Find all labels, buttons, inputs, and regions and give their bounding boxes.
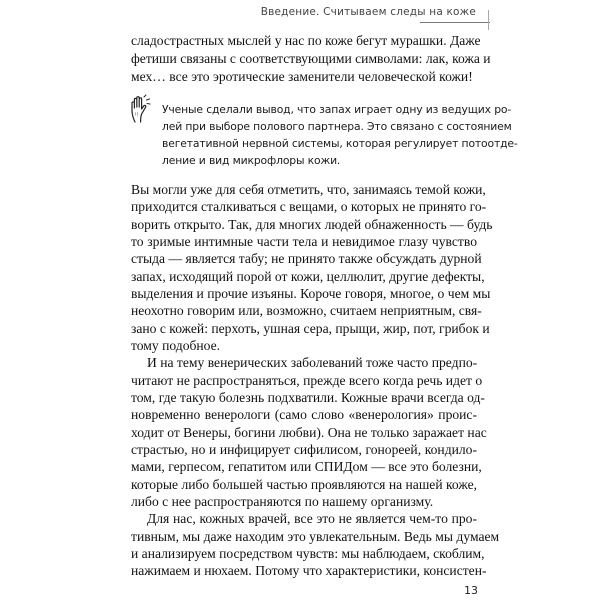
svg-text:!!: !! [134,113,139,118]
text-line: Для нас, кожных врачей, все это не является чем-то про- [147,511,477,526]
text-line: читают не распространяться, прежде всего когда речь идет о [131,373,483,388]
note-line: вегетативной нервной системы, которая регулирует потоотде- [162,137,518,150]
header-corner-line [488,10,489,30]
note-line: ление и вид микрофлоры кожи. [162,154,341,167]
text-line: ворить открыто. Так, для многих людей обнаженность — будь [131,217,493,232]
text-line: том, где такую болезнь подхватили. Кожные врачи всегда од- [131,390,485,405]
text-line: Вы могли уже для себя отметить, что, занимаясь темой кожи, [131,182,486,197]
note-line: Ученые сделали вывод, что запах играет одну из ведущих ро- [162,103,512,116]
text-line: фетиши связаны с соответствующими символами: лак, кожа и [131,51,491,66]
text-line: сладострастных мыслей у нас по коже бегут мурашки. Даже [131,33,481,48]
text-line: стыда — является табу; не принято также обсуждать дурной [131,251,482,266]
text-line: запах, исходящий порой от кожи, целлюлит, другие дефекты, [131,269,485,284]
text-line: неохотно говорим или, возможно, считаем неприятным, свя- [131,303,482,318]
text-line: выделения и прочие изъяны. Короче говоря, многое, о чем мы [131,286,491,301]
raised-hand-icon [126,94,156,124]
text-line: и анализируем посредством чувств: мы наблюдаем, скоблим, [131,546,485,561]
text-line: И на тему венерических заболеваний тоже часто предпо- [147,355,478,370]
text-line: либо с нее распространяются по нашему организму. [131,494,434,509]
text-line: приходится сталкиваться с вещами, о которых не принято го- [131,199,487,214]
text-line: страстью, но и инфицирует сифилисом, гонореей, кондило- [131,442,477,457]
header-rule [420,22,490,23]
text-line: тому подобное. [131,338,221,353]
text-line: ходит от Венеры, богини любви). Она не только заражает нас [131,425,487,440]
text-line: мех… все это эротические заменители человеческой кожи! [131,69,473,84]
text-line: которые либо большей частью проявляются на нашей коже, [131,477,478,492]
running-header: Введение. Считываем следы на коже [260,6,476,18]
text-line: нажимаем и нюхаем. Потому что характеристики, консистен- [131,563,487,578]
page-number: 13 [464,584,478,597]
text-line: новременно венерологи (само слово «венерология» проис- [131,407,477,422]
note-line: лей при выборе полового партнера. Это связано с состоянием [162,120,512,133]
text-line: то зримые интимные части тела и невидимое глазу чувство [131,234,477,249]
text-line: мами, герпесом, гепатитом или СПИДом — все это болезни, [131,459,482,474]
text-line: зано с кожей: перхоть, ушная сера, прыщи, жир, пот, грибок и [131,321,490,336]
text-line: тивным, мы даже находим это увлекательным. Ведь мы думаем [131,529,500,544]
